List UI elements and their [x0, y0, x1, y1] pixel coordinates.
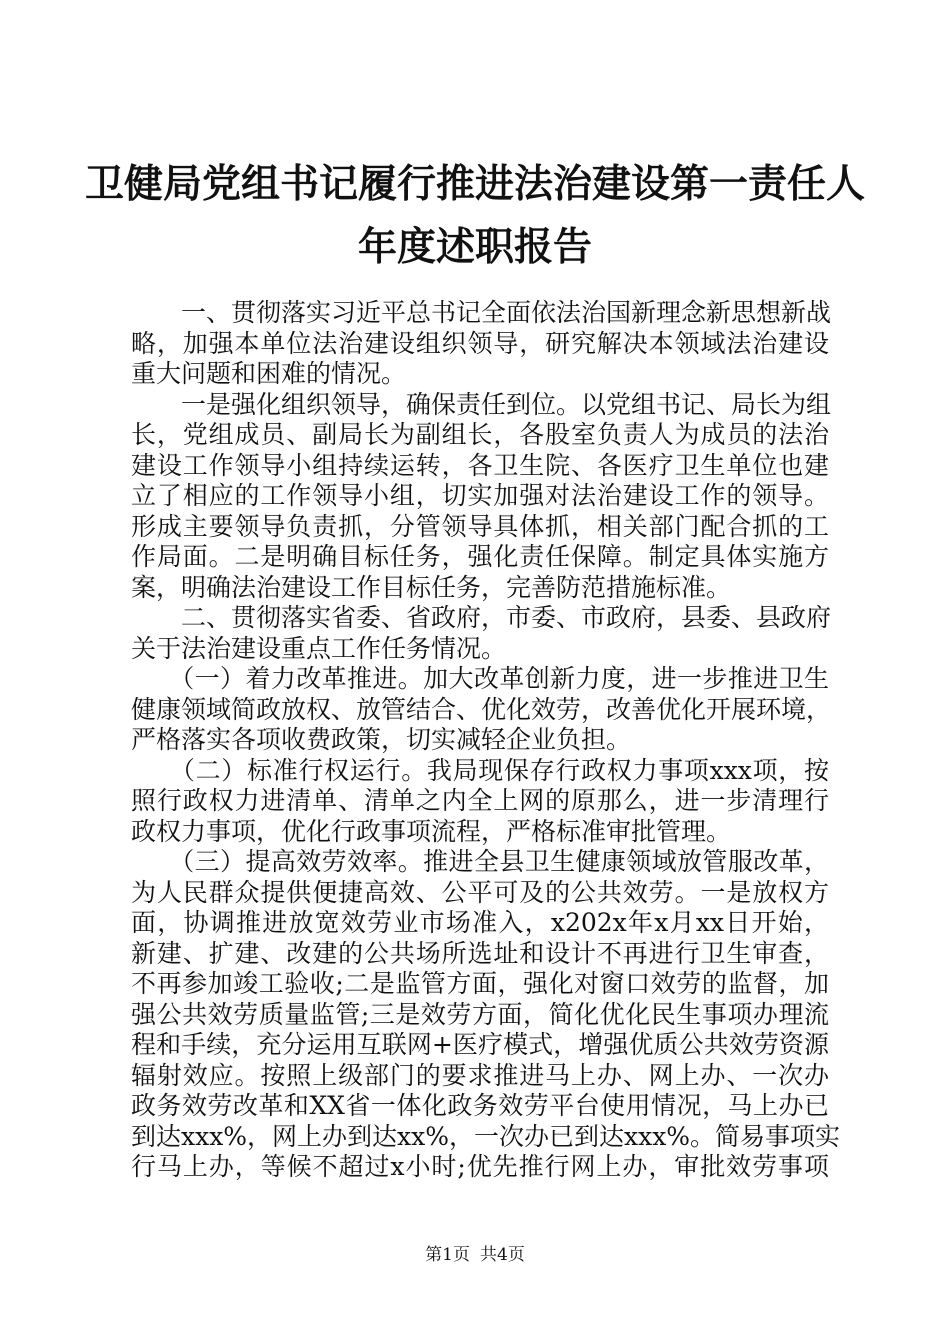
body-line: 健康领域简政放权、放管结合、优化效劳，改善优化开展环境， — [131, 694, 832, 724]
body-line: 政务效劳改革和XX省一体化政务效劳平台使用情况，马上办已 — [131, 1091, 829, 1120]
body-line: 面，协调推进放宽效劳业市场准入，x202x年x月xx日开始， — [131, 908, 829, 937]
body-line: 作局面。二是明确目标任务，强化责任保障。制定具体实施方 — [131, 542, 829, 571]
body-line: 强公共效劳质量监管;三是效劳方面，简化优化民生事项办理流 — [131, 999, 829, 1029]
body-line: 辐射效应。按照上级部门的要求推进马上办、网上办、一次办 — [131, 1060, 829, 1090]
body-line: 重大问题和困难的情况。 — [131, 359, 407, 388]
body-line: 形成主要领导负责抓，分管领导具体抓，相关部门配合抓的工 — [131, 511, 829, 541]
body-line: 照行政权力进清单、清单之内全上网的原那么，进一步清理行 — [131, 786, 829, 815]
body-line: 新建、扩建、改建的公共场所选址和设计不再进行卫生审查， — [131, 938, 829, 968]
body-line: 为人民群众提供便捷高效、公平可及的公共效劳。一是放权方 — [131, 877, 829, 907]
page-number: 第1页 — [425, 1245, 470, 1265]
document-title-line-2: 年度述职报告 — [357, 225, 592, 270]
body-line: 一是强化组织领导，确保责任到位。以党组书记、局长为组 — [131, 389, 832, 419]
document-title-line-1: 卫健局党组书记履行推进法治建设第一责任人 — [84, 162, 865, 207]
body-line: 行马上办，等候不超过x小时;优先推行网上办，审批效劳事项 — [131, 1152, 829, 1181]
body-line: 建设工作领导小组持续运转，各卫生院、各医疗卫生单位也建 — [131, 450, 829, 480]
body-line: 略，加强本单位法治建设组织领导，研究解决本领域法治建设 — [131, 328, 829, 358]
document-body — [131, 298, 841, 1183]
body-line: （一）着力改革推进。加大改革创新力度，进一步推进卫生 — [131, 664, 829, 693]
body-line: 二、贯彻落实省委、省政府，市委、市政府，县委、县政府 — [131, 603, 832, 632]
body-line: 长，党组成员、副局长为副组长，各股室负责人为成员的法治 — [131, 420, 829, 449]
body-line: 不再参加竣工验收;二是监管方面，强化对窗口效劳的监督，加 — [131, 969, 829, 998]
body-line: 程和手续，充分运用互联网+医疗模式，增强优质公共效劳资源 — [131, 1030, 829, 1059]
body-line: 案，明确法治建设工作目标任务，完善防范措施标准。 — [131, 572, 732, 602]
body-line: 政权力事项，优化行政事项流程，严格标准审批管理。 — [131, 816, 732, 846]
page-total: 共4页 — [480, 1245, 525, 1265]
body-line: （二）标准行权运行。我局现保存行政权力事项xxx项，按 — [131, 755, 829, 785]
body-line: 严格落实各项收费政策，切实减轻企业负担。 — [131, 725, 632, 754]
body-line: 一、贯彻落实习近平总书记全面依法治国新理念新思想新战 — [131, 298, 832, 327]
page-footer — [0, 1245, 950, 1265]
body-line: （三）提高效劳效率。推进全县卫生健康领域放管服改革， — [131, 847, 829, 876]
body-line: 到达xxx%，网上办到达xx%，一次办已到达xxx%。简易事项实 — [131, 1121, 841, 1151]
body-line: 关于法治建设重点工作任务情况。 — [131, 633, 507, 663]
body-line: 立了相应的工作领导小组，切实加强对法治建设工作的领导。 — [131, 481, 829, 510]
